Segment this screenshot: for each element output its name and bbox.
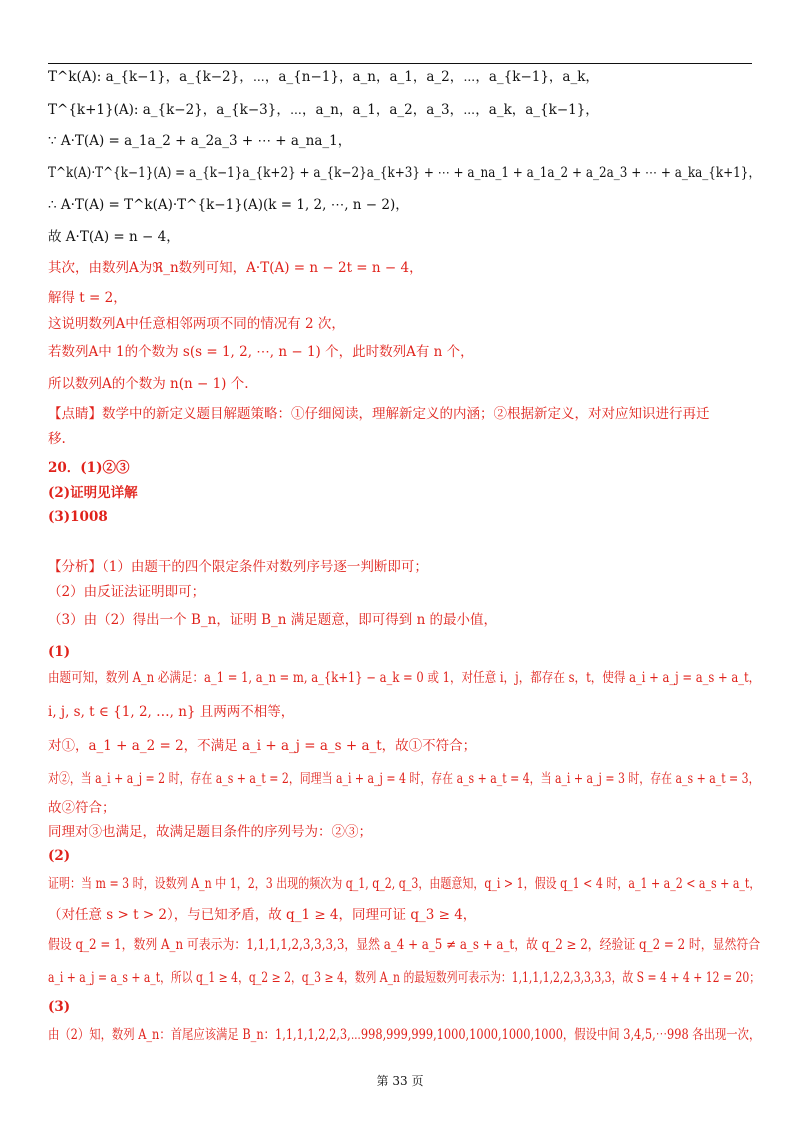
line-6-text: 故 A·T(A) = n − 4， — [48, 229, 180, 245]
line-23 — [48, 736, 760, 756]
line-11 — [48, 374, 760, 394]
line-24-text: 对②，当 a_i + a_j = 2 时，存在 a_s + a_t = 2，同理当 a_i + a_j = 4 时，存在 a_s + a_t = 4，当 a_i + a_j = 3 时，存在 a_s + a_t = 3， — [48, 771, 760, 787]
line-16 — [48, 507, 760, 527]
line-7 — [48, 258, 760, 278]
line-1-text: T^k(A): a_{k−1}，a_{k−2}，⋯，a_{n−1}，a_n，a_1，a_2，⋯，a_{k−1}，a_k， — [48, 69, 599, 85]
line-20-text: (1) — [48, 644, 71, 660]
page-number: 第 33 页 — [376, 1074, 424, 1088]
line-32 — [48, 997, 760, 1017]
line-26-text: 同理对③也满足，故满足题目条件的序列号为：②③； — [48, 824, 372, 840]
line-29-text: （对任意 s > t > 2），与已知矛盾，故 q_1 ≥ 4，同理可证 q_3 ≥ 4， — [48, 907, 477, 923]
line-26 — [48, 822, 760, 842]
line-17 — [48, 557, 760, 577]
line-15 — [48, 483, 760, 503]
line-14-text: 20．(1)②③ — [48, 460, 130, 476]
line-18-text: （2）由反证法证明即可； — [48, 584, 206, 600]
line-9 — [48, 314, 760, 334]
line-31-text: a_i + a_j = a_s + a_t，所以 q_1 ≥ 4，q_2 ≥ 2，q_3 ≥ 4，数列 A_n 的最短数列可表示为：1,1,1,1,2,2,3,3,3,3，故 S = 4 + 4 + 12 = 20； — [48, 970, 761, 986]
line-25-text: 故②符合； — [48, 800, 116, 816]
line-10-text: 若数列A中 1的个数为 s(s = 1, 2, ⋯, n − 1) 个，此时数列A有 n 个， — [48, 344, 474, 360]
line-17-text: 【分析】（1）由题干的四个限定条件对数列序号逐一判断即可； — [48, 559, 428, 575]
line-9-text: 这说明数列A中任意相邻两项不同的情况有 2 次， — [48, 316, 345, 332]
line-4-text: T^k(A)·T^{k−1}(A) = a_{k−1}a_{k+2} + a_{k−2}a_{k+3} + ⋯ + a_na_1 + a_1a_2 + a_2a_3 + ⋯ + a_ka_{k+1}， — [48, 165, 761, 181]
line-12 — [48, 404, 760, 424]
line-21 — [48, 668, 761, 688]
line-20 — [48, 642, 760, 662]
line-19-text: （3）由（2）得出一个 B_n，证明 B_n 满足题意，即可得到 n 的最小值， — [48, 612, 498, 628]
line-8 — [48, 288, 760, 308]
line-33 — [48, 1025, 761, 1045]
line-25 — [48, 798, 760, 818]
line-28-text: 证明：当 m = 3 时，设数列 A_n 中 1，2，3 出现的频次为 q_1, q_2, q_3，由题意知，q_i > 1，假设 q_1 < 4 时，a_1 + a_2 < a_s + a_t， — [48, 876, 761, 892]
line-10 — [48, 342, 760, 362]
line-21-text: 由题可知，数列 A_n 必满足：a_1 = 1, a_n = m, a_{k+1} − a_k = 0 或 1，对任意 i，j，都存在 s，t，使得 a_i + a_j = a_s + a_t， — [48, 670, 761, 686]
line-11-text: 所以数列A的个数为 n(n − 1) 个. — [48, 376, 249, 392]
line-3 — [48, 131, 760, 151]
line-15-text: (2)证明见详解 — [48, 485, 138, 501]
line-32-text: (3) — [48, 999, 71, 1015]
line-2-text: T^{k+1}(A): a_{k−2}，a_{k−3}，⋯，a_n，a_1，a_2，a_3，⋯，a_k，a_{k−1}， — [48, 102, 599, 118]
line-30 — [48, 935, 761, 955]
line-28 — [48, 874, 761, 894]
line-30-text: 假设 q_2 = 1，数列 A_n 可表示为：1,1,1,1,2,3,3,3,3，显然 a_4 + a_5 ≠ a_s + a_t，故 q_2 ≥ 2，经验证 q_2 = 2 时，显然符合 — [48, 937, 761, 953]
line-23-text: 对①，a_1 + a_2 = 2，不满足 a_i + a_j = a_s + a_t，故①不符合； — [48, 738, 477, 754]
line-13 — [48, 429, 760, 449]
header-rule — [48, 63, 752, 64]
line-8-text: 解得 t = 2， — [48, 290, 127, 306]
line-5-text: ∴ A·T(A) = T^k(A)·T^{k−1}(A)(k = 1, 2, ⋯, n − 2)， — [48, 197, 409, 213]
line-31 — [48, 968, 761, 988]
line-5 — [48, 195, 760, 215]
line-6 — [48, 227, 760, 247]
line-3-text: ∵ A·T(A) = a_1a_2 + a_2a_3 + ⋯ + a_na_1， — [48, 133, 352, 149]
line-19 — [48, 610, 760, 630]
line-27-text: (2) — [48, 848, 71, 864]
line-24 — [48, 769, 760, 789]
line-1 — [48, 67, 760, 87]
line-7-text: 其次，由数列A为ℜ_n数列可知，A·T(A) = n − 2t = n − 4， — [48, 260, 423, 276]
line-22 — [48, 702, 760, 722]
line-14 — [48, 458, 760, 478]
line-22-text: i, j, s, t ∈ {1, 2, …, n} 且两两不相等， — [48, 704, 295, 720]
line-16-text: (3)1008 — [48, 509, 108, 525]
line-13-text: 移. — [48, 431, 66, 447]
line-12-text: 【点睛】数学中的新定义题目解题策略：①仔细阅读，理解新定义的内涵；②根据新定义，对对应知识进行再迁 — [48, 406, 710, 422]
line-2 — [48, 100, 760, 120]
line-4 — [48, 163, 761, 183]
line-18 — [48, 582, 760, 602]
line-27 — [48, 846, 760, 866]
line-29 — [48, 905, 760, 925]
line-33-text: 由（2）知，数列 A_n：首尾应该满足 B_n：1,1,1,1,2,2,3,⋯998,999,999,1000,1000,1000,1000，假设中间 3,4,5,⋯998 各出现一次， — [48, 1027, 761, 1043]
